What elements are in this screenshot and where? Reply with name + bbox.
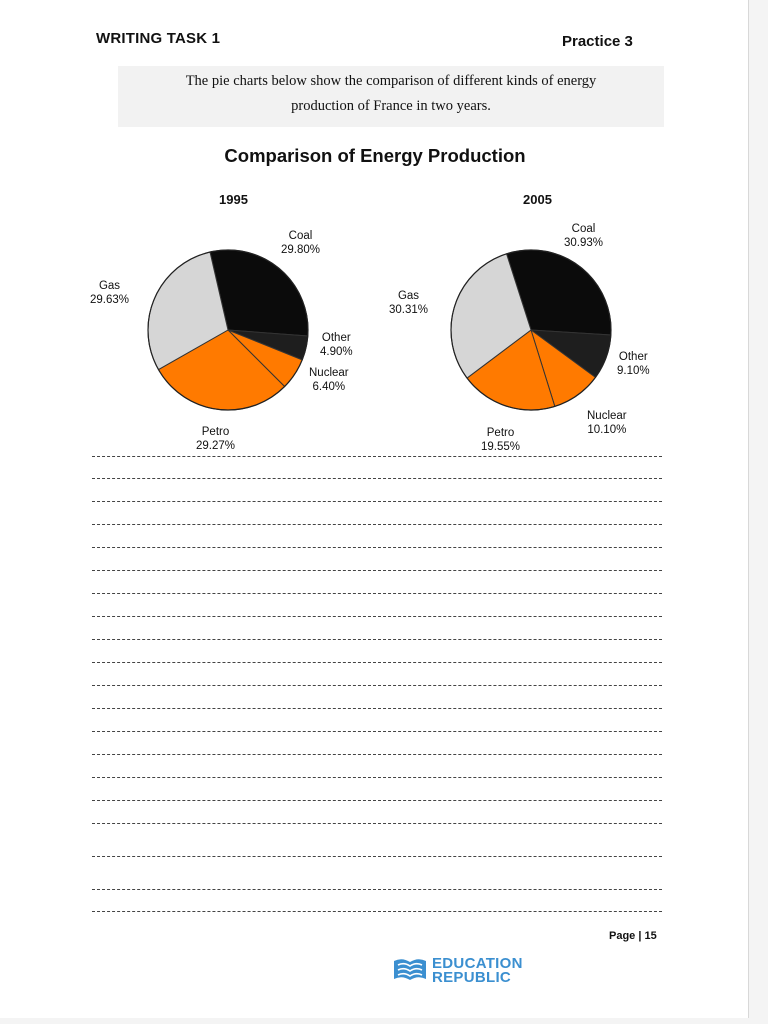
label-2005-gas-name: Gas [397,290,420,302]
writing-line [92,800,662,801]
writing-line [92,593,662,594]
writing-line [92,731,662,732]
writing-line [92,911,662,912]
label-1995-gas [90,279,129,307]
label-2005-nuclear-value: 10.10% [587,424,627,436]
label-1995-nuclear-value: 6.40% [312,381,346,393]
writing-line [92,478,662,479]
label-2005-other [617,350,650,378]
writing-line [92,524,662,525]
writing-line [92,754,662,755]
writing-line [92,856,662,857]
label-2005-petro-value: 19.55% [481,441,521,453]
book-logo-icon [392,955,428,987]
label-2005-other-name: Other [618,351,648,363]
year-label-2005: 2005 [523,192,552,207]
brand-line-2: REPUBLIC [432,969,512,986]
label-2005-gas-value: 30.31% [389,304,429,316]
writing-line [92,777,662,778]
writing-line [92,616,662,617]
label-1995-other [320,331,353,359]
label-1995-coal-value: 29.80% [281,244,321,256]
label-1995-nuclear-name: Nuclear [309,367,349,379]
label-2005-other-value: 9.10% [617,365,650,377]
year-label-1995: 1995 [219,192,248,207]
writing-line [92,501,662,502]
label-1995-other-name: Other [321,332,351,344]
writing-line [92,547,662,548]
task-description-line-2: production of France in two years. [291,98,491,114]
label-2005-nuclear [587,409,627,437]
task-heading: WRITING TASK 1 [96,30,221,47]
label-2005-coal [564,222,603,250]
writing-line [92,889,662,890]
writing-line [92,685,662,686]
label-2005-petro-name: Petro [486,427,515,439]
writing-line [92,662,662,663]
label-1995-gas-name: Gas [98,280,121,292]
pie-charts-canvas [0,0,748,470]
brand-name [432,957,523,985]
label-2005-gas [389,289,428,317]
label-1995-other-value: 4.90% [320,346,353,358]
label-2005-nuclear-name: Nuclear [587,410,627,422]
writing-line [92,708,662,709]
task-description-line-1: The pie charts below show the comparison of different kinds of energy [185,73,597,89]
label-2005-coal-name: Coal [571,223,596,235]
practice-heading: Practice 3 [562,33,633,50]
writing-line [92,570,662,571]
writing-line [92,639,662,640]
page-number: Page | 15 [609,930,657,942]
writing-line [92,456,662,457]
brand-line-1: EDUCATION [432,955,523,972]
writing-line [92,823,662,824]
label-1995-petro-name: Petro [201,426,230,438]
label-2005-coal-value: 30.93% [564,237,604,249]
label-1995-petro [196,425,235,453]
label-1995-petro-value: 29.27% [196,440,236,452]
label-1995-gas-value: 29.63% [90,294,130,306]
label-1995-coal-name: Coal [288,230,313,242]
education-republic-logo [392,955,523,987]
chart-title: Comparison of Energy Production [224,145,526,166]
label-1995-coal [281,229,320,257]
label-2005-petro [481,426,520,454]
label-1995-nuclear [309,366,349,394]
